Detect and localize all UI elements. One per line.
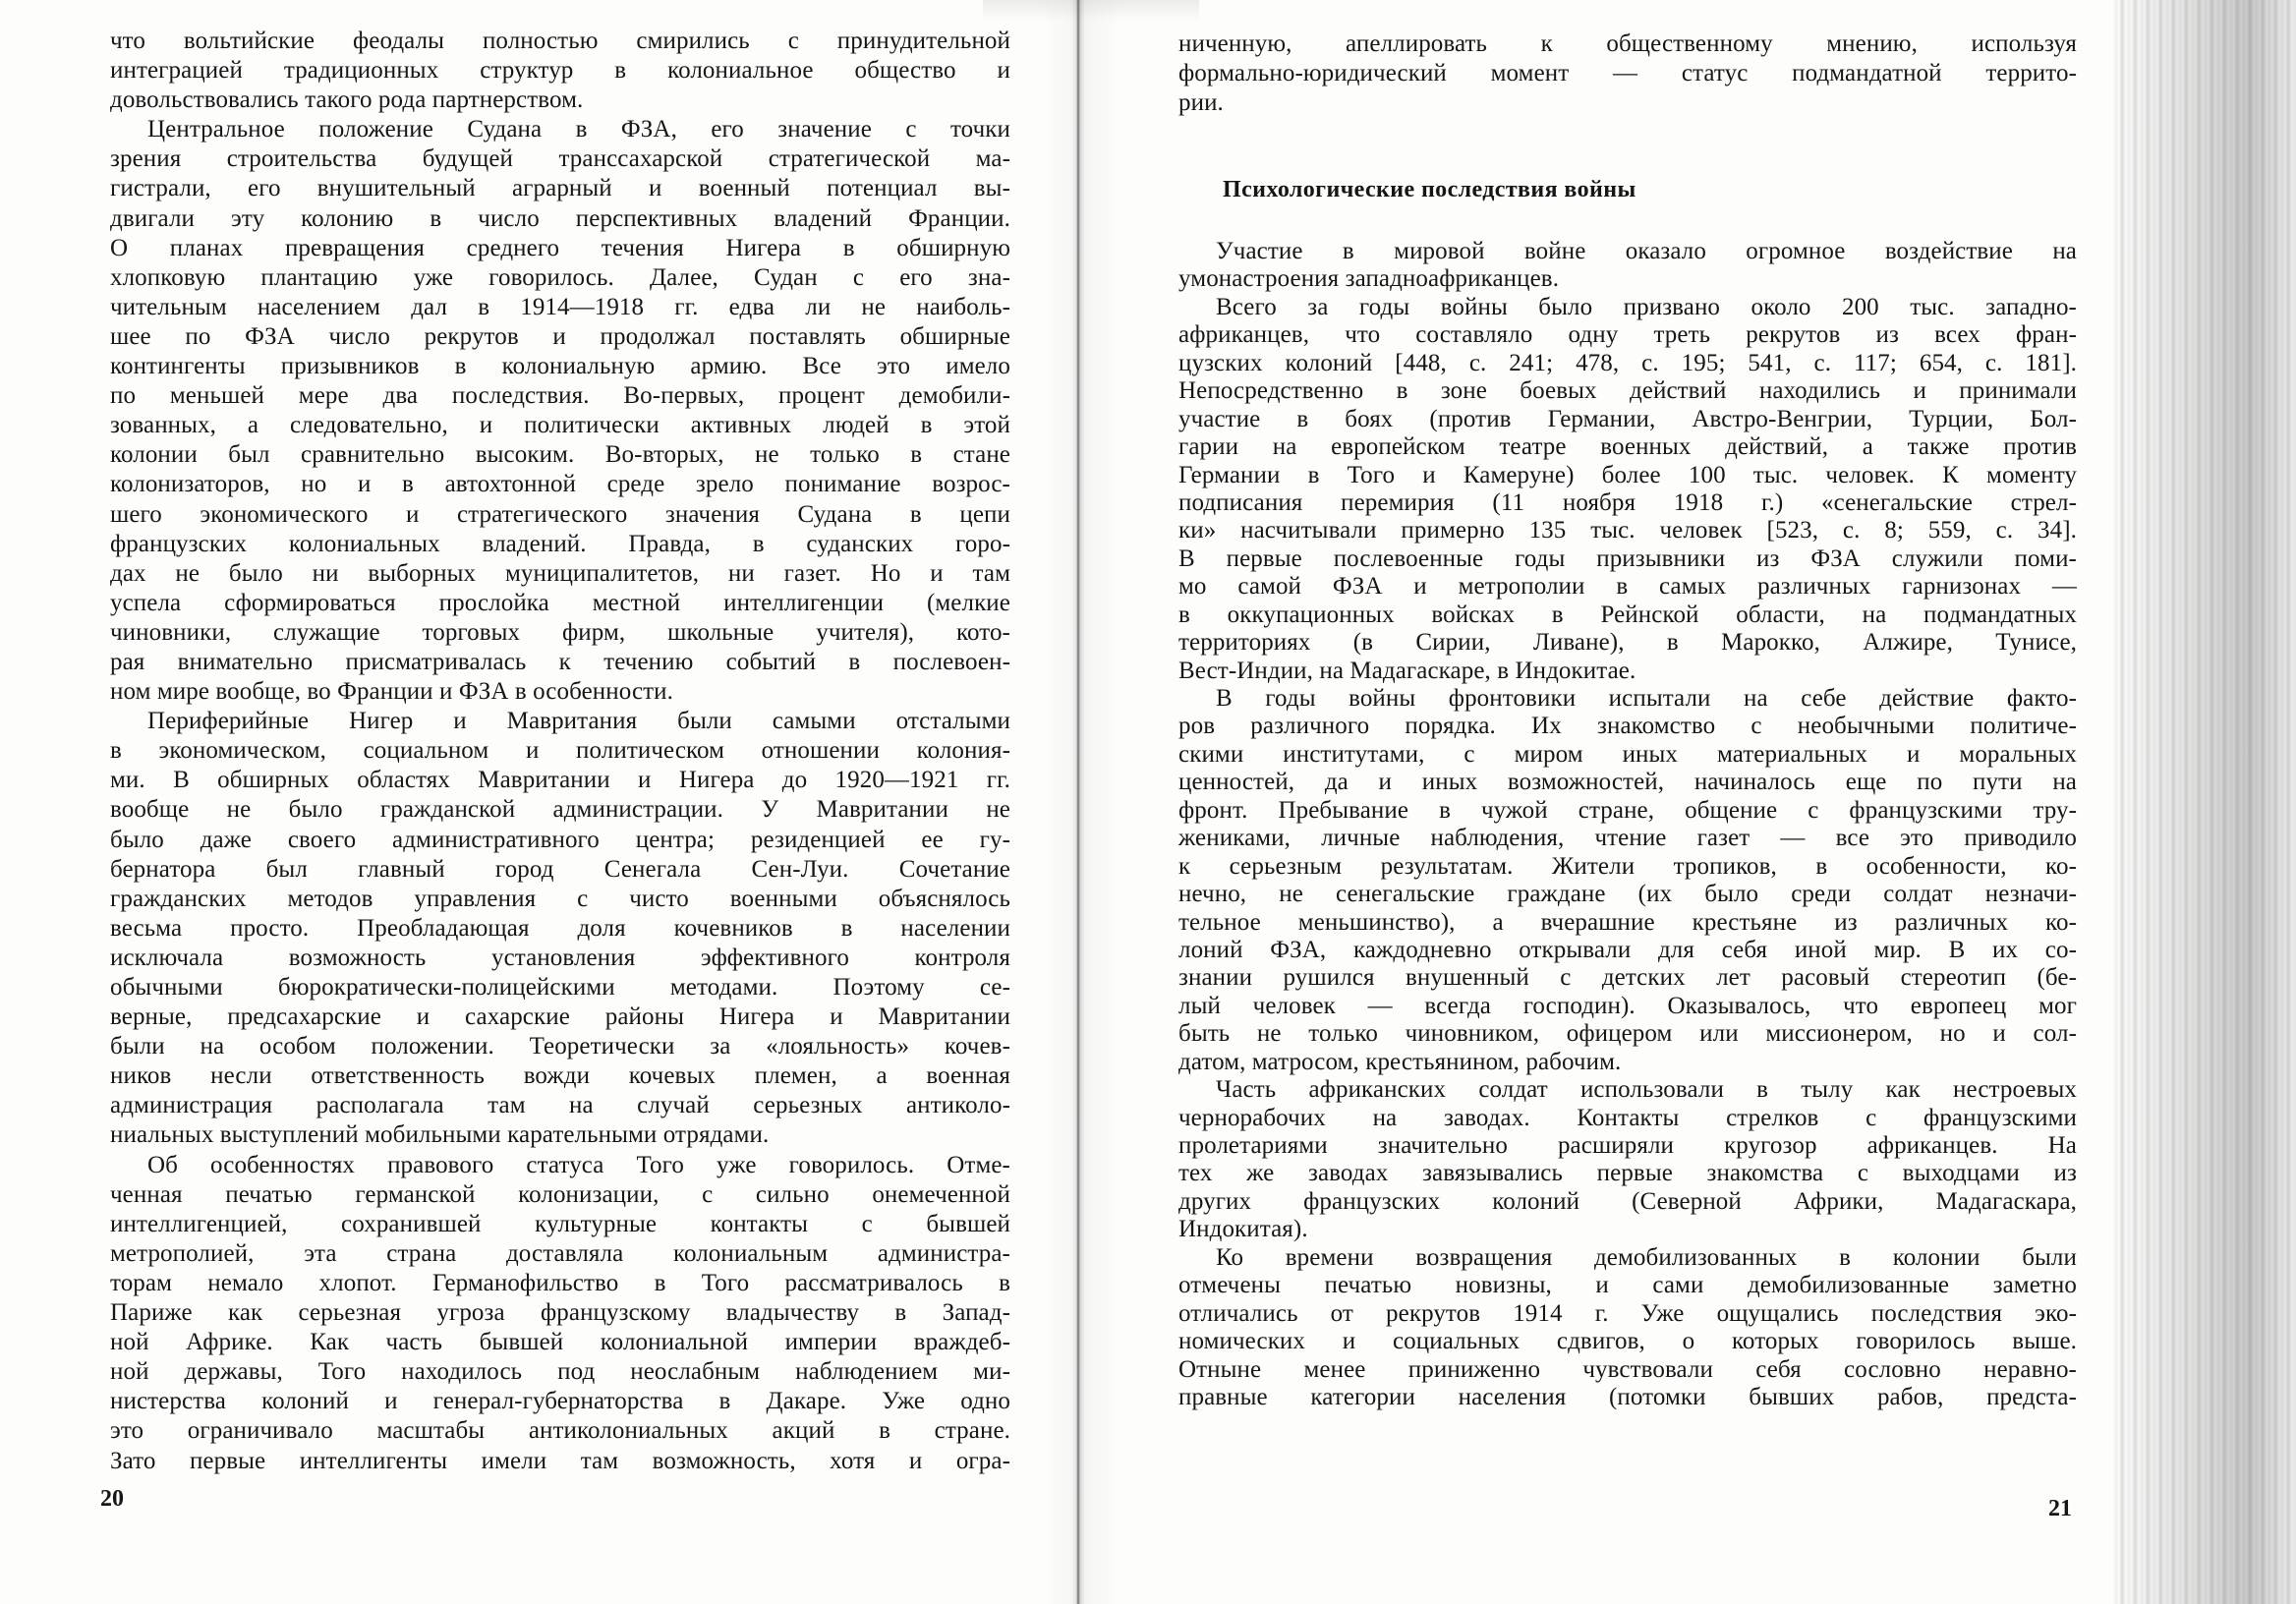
text-line: интеллигенцией, сохранившей культурные контакты с бывшей — [110, 1210, 1010, 1237]
text-line: Германии в Того и Камеруне) более 100 тыс. человек. К моменту — [1178, 461, 2077, 488]
text-line: Отныне менее приниженно чувствовали себя сословно неравно- — [1178, 1355, 2077, 1383]
text-line: африканцев, что составляло одну треть рекрутов из всех фран- — [1178, 321, 2077, 349]
paragraph — [110, 27, 1010, 115]
text-line: ми. В обширных областях Мавритании и Нигера до 1920—1921 гг. — [110, 767, 1010, 794]
text-line: успела сформироваться прослойка местной интеллигенции (мелкие — [110, 589, 1010, 616]
text-line: мо самой ФЗА и метрополии в самых различных гарнизонах — — [1178, 573, 2077, 601]
text-line: Непосредственно в зоне боевых действий находились и принимали — [1178, 377, 2077, 405]
page-number-left: 20 — [100, 1486, 124, 1512]
text-line: французских колониальных владений. Правда, в суданских горо- — [110, 530, 1010, 557]
text-line: это ограничивало масштабы антиколониальных акций в стране. — [110, 1417, 1010, 1445]
text-line: жениками, личные наблюдения, чтение газет — все это приводило — [1178, 825, 2077, 852]
text-line: участие в боях (против Германии, Австро-Венгрии, Турции, Бол- — [1178, 405, 2077, 432]
text-line: чительным населением дал в 1914—1918 гг. едва ли не наиболь- — [110, 293, 1010, 320]
text-line: ниченную, апеллировать к общественному мнению, используя — [1178, 30, 2077, 57]
text-line: формально-юридический момент — статус подмандатной террито- — [1178, 60, 2077, 86]
text-line: метрополией, эта страна доставляла колониальным администра- — [110, 1239, 1010, 1267]
text-line: интеграцией традиционных структур в колониальное общество и — [110, 57, 1010, 85]
text-line: ной Африке. Как часть бывшей колониальной империи враждеб- — [110, 1329, 1010, 1356]
paragraph — [1178, 29, 2077, 118]
right-page-continuation-text — [1178, 29, 2077, 118]
text-line: Зато первые интеллигенты имели там возможность, хотя и огра- — [110, 1447, 1010, 1474]
text-line: Париже как серьезная угроза французскому владычеству в Запад- — [110, 1299, 1010, 1327]
text-line: знании рушился внушенный с детских лет расовый стереотип (бе- — [1178, 964, 2077, 992]
scan-top-edge — [983, 0, 1199, 22]
text-line: лоний ФЗА, каждодневно открывали для себя иной мир. В их со- — [1178, 936, 2077, 963]
text-line: гистрали, его внушительный аграрный и военный потенциал вы- — [110, 175, 1010, 202]
text-line: шего экономического и стратегического значения Судана в цепи — [110, 500, 1010, 528]
text-line: контингенты призывников в колониальную армию. Все это имело — [110, 353, 1010, 380]
text-line: зованных, а следовательно, и политически активных людей в этой — [110, 412, 1010, 439]
paragraph — [1178, 685, 2077, 1076]
text-line: шее по ФЗА число рекрутов и продолжал поставлять обширные — [110, 322, 1010, 350]
text-line: исключала возможность установления эффективного контроля — [110, 944, 1010, 971]
text-line: колонии был сравнительно высоким. Во-вторых, не только в стане — [110, 441, 1010, 469]
text-line: что вольтийские феодалы полностью смирились с принудительной — [110, 28, 1010, 54]
paragraph — [1178, 294, 2077, 685]
text-line: в экономическом, социальном и политическом отношении колония- — [110, 737, 1010, 765]
text-line: чиновники, служащие торговых фирм, школьные учителя), кото- — [110, 618, 1010, 646]
text-line: Центральное положение Судана в ФЗА, его значение с точки — [147, 116, 1010, 143]
text-line: В годы войны фронтовики испытали на себе действие факто- — [1216, 685, 2077, 712]
text-line: Об особенностях правового статуса Того уже говорилось. Отме- — [147, 1151, 1010, 1178]
text-line: ров различного порядка. Их знакомство с необычными политиче- — [1178, 713, 2077, 740]
text-line: было даже своего административного центра; резиденцией ее гу- — [110, 826, 1010, 853]
text-line: чернорабочих на заводах. Контакты стрелков с французскими — [1178, 1104, 2077, 1131]
text-line: рая внимательно присматривалась к течению событий в послевоен- — [110, 648, 1010, 675]
text-line: к серьезным результатам. Жители тропиков, в особенности, ко- — [1178, 852, 2077, 880]
text-line: Индокитая). — [1178, 1216, 1308, 1243]
text-line: быть не только чиновником, офицером или миссионером, но и сол- — [1178, 1020, 2077, 1048]
book-gutter — [1071, 0, 1085, 1604]
text-line: Всего за годы войны было призвано около 200 тыс. западно- — [1216, 293, 2077, 320]
text-line: отмечены печатью новизны, и сами демобилизованные заметно — [1178, 1272, 2077, 1299]
text-line: бернатора был главный город Сенегала Сен-Луи. Сочетание — [110, 855, 1010, 883]
left-page-text — [110, 27, 1010, 1476]
text-line: отличались от рекрутов 1914 г. Уже ощущались последствия эко- — [1178, 1299, 2077, 1327]
text-line: были на особом положении. Теоретически за «лояльность» кочев- — [110, 1033, 1010, 1060]
text-line: ном мире вообще, во Франции и ФЗА в особенности. — [110, 678, 674, 706]
text-line: скими институтами, с миром иных материальных и моральных — [1178, 740, 2077, 768]
text-line: номических и социальных сдвигов, о которых говорилось выше. — [1178, 1328, 2077, 1355]
paragraph — [110, 115, 1010, 707]
text-line: пролетариями значительно расширяли кругозор африканцев. На — [1178, 1132, 2077, 1159]
paragraph — [1178, 1076, 2077, 1244]
text-line: территориях (в Сирии, Ливане), в Марокко, Алжире, Тунисе, — [1178, 629, 2077, 657]
text-line: зрения строительства будущей транссахарской стратегической ма- — [110, 145, 1010, 173]
text-line: гарии на европейском театре военных действий, а также против — [1178, 433, 2077, 461]
text-line: ценностей, да и иных возможностей, начиналось еще по пути на — [1178, 769, 2077, 796]
text-line: Ко времени возвращения демобилизованных в колонии были — [1216, 1243, 2077, 1271]
paragraph — [1178, 1244, 2077, 1412]
text-line: умонастроения западноафриканцев. — [1178, 265, 1560, 293]
text-line: рии. — [1178, 89, 1224, 116]
text-line: нистерства колоний и генерал-губернаторства в Дакаре. Уже одно — [110, 1388, 1010, 1415]
text-line: дах не было ни выборных муниципалитетов, ни газет. Но и там — [110, 559, 1010, 587]
text-line: Участие в мировой войне оказало огромное воздействие на — [1216, 238, 2077, 264]
text-line: ников несли ответственность вожди кочевых племен, а военная — [110, 1062, 1010, 1090]
text-line: тельное меньшинство), а вчерашние крестьяне из различных ко- — [1178, 908, 2077, 936]
paragraph — [110, 707, 1010, 1150]
text-line: ной державы, Того находилось под неослабным наблюдением ми- — [110, 1358, 1010, 1386]
text-line: двигали эту колонию в число перспективных владений Франции. — [110, 204, 1010, 232]
text-line: хлопковую плантацию уже говорилось. Далее, Судан с его зна- — [110, 263, 1010, 291]
right-page-text — [1178, 238, 2077, 1411]
paragraph — [1178, 238, 2077, 294]
text-line: ниальных выступлений мобильными карательными отрядами. — [110, 1121, 770, 1149]
text-line: весьма просто. Преобладающая доля кочевников в населении — [110, 914, 1010, 942]
text-line: тех же заводах завязывались первые знакомства с выходцами из — [1178, 1160, 2077, 1187]
text-line: датом, матросом, крестьянином, рабочим. — [1178, 1048, 1622, 1075]
text-line: в оккупационных войсках в Рейнской области, на подмандатных — [1178, 601, 2077, 628]
text-line: колонизаторов, но и в автохтонной среде зрело понимание возрос- — [110, 471, 1010, 498]
text-line: О планах превращения среднего течения Нигера в обширную — [110, 234, 1010, 261]
text-line: других французских колоний (Северной Африки, Мадагаскара, — [1178, 1187, 2077, 1215]
text-line: фронт. Пребывание в чужой стране, общение с французскими тру- — [1178, 796, 2077, 824]
text-line: нечно, не сенегальские граждане (их было среди солдат незначи- — [1178, 881, 2077, 908]
page-number-right: 21 — [2048, 1496, 2072, 1521]
text-line: ченная печатью германской колонизации, с сильно онемеченной — [110, 1180, 1010, 1208]
text-line: гражданских методов управления с чисто военными объяснялось — [110, 885, 1010, 912]
text-line: ки» насчитывали примерно 135 тыс. человек [523, с. 8; 559, с. 34]. — [1178, 517, 2077, 544]
text-line: довольствовались такого рода партнерством. — [110, 86, 584, 114]
text-line: верные, предсахарские и сахарские районы Нигера и Мавритании — [110, 1003, 1010, 1031]
text-line: правные категории населения (потомки бывших рабов, предста- — [1178, 1383, 2077, 1410]
text-line: по меньшей мере два последствия. Во-первых, процент демобили- — [110, 382, 1010, 410]
text-line: лый человек — всегда господин). Оказывалось, что европеец мог — [1178, 992, 2077, 1019]
scan-edge-noise — [2113, 0, 2296, 1604]
text-line: Часть африканских солдат использовали в тылу как нестроевых — [1216, 1076, 2077, 1104]
text-line: В первые послевоенные годы призывники из ФЗА служили поми- — [1178, 544, 2077, 572]
text-line: торам немало хлопот. Германофильство в Того рассматривалось в — [110, 1269, 1010, 1296]
text-line: вообще не было гражданской администрации. У Мавритании не — [110, 796, 1010, 824]
text-line: Вест-Индии, на Мадагаскаре, в Индокитае. — [1178, 657, 1636, 684]
text-line: подписания перемирия (11 ноября 1918 г.) «сенегальские стрел- — [1178, 488, 2077, 516]
text-line: Периферийные Нигер и Мавритания были самыми отсталыми — [147, 708, 1010, 735]
section-heading: Психологические последствия войны — [1223, 177, 1636, 202]
paragraph — [110, 1151, 1010, 1476]
text-line: обычными бюрократически-полицейскими методами. Поэтому се- — [110, 974, 1010, 1001]
text-line: администрация располагала там на случай серьезных антиколо- — [110, 1092, 1010, 1119]
text-line: цузских колоний [448, с. 241; 478, с. 195; 541, с. 117; 654, с. 181]. — [1178, 349, 2077, 376]
